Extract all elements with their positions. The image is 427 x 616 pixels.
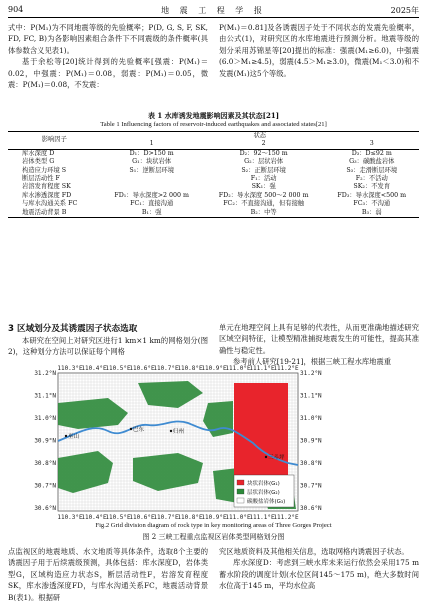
state-cell: FD₁：导水深度>2 000 m	[114, 191, 190, 199]
reservoir-depth-text: 库水深度D：考虑到三峡水库未来运行依然会采用175 m蓄水阶段的调度计划(水位区间145～175 m)，绝大多数时间水位高于145 m，平均水位高	[219, 558, 419, 591]
table-row	[8, 149, 419, 158]
legend-swatch	[237, 498, 244, 503]
top-tick-label: 110.7°E	[153, 365, 179, 372]
right-column-top	[219, 22, 419, 79]
left-tick-label: 30.6°N	[34, 505, 56, 513]
factor-name: 与库水沟通关系 FC	[22, 200, 78, 208]
left-column-mid	[8, 335, 208, 358]
section-title: 3 区域划分及其诱震因子状态选取	[8, 324, 138, 334]
legend-label: 块状岩体(G₁)	[247, 481, 280, 487]
state-cell: D₁：D>150 m	[129, 149, 174, 157]
factor-name: 库水深度 D	[22, 149, 55, 157]
left-column-bottom	[8, 546, 208, 603]
bottom-tick-label: 111.1°E	[249, 514, 275, 521]
right-column-mid	[219, 322, 419, 368]
right-tick-label: 31.0°N	[300, 415, 322, 423]
table-row	[8, 209, 419, 218]
legend-label: 层状岩体(G₂)	[247, 490, 280, 496]
factor-state-text: 究区地质资料及其他相关信息，选取网格内诱震因子状态。	[219, 547, 409, 556]
bottom-tick-label: 110.8°E	[177, 514, 203, 521]
state-cell: S₂：正断层环境	[241, 166, 286, 174]
place-label: 三斗坪	[268, 455, 285, 461]
state-cell: S₃：走滑断层环境	[346, 166, 398, 174]
state-cell: FD₂：导水深度 500～2 000 m	[218, 191, 309, 199]
page-header	[8, 5, 419, 18]
table-head-state-3: 3	[325, 140, 419, 149]
bottom-tick-label: 111.2°E	[273, 514, 299, 521]
legend-label: 碳酸盐岩体(G₃)	[247, 499, 286, 505]
top-tick-label: 110.3°E	[57, 365, 83, 372]
state-cell: B₃：弱	[325, 209, 419, 218]
reference-text: 参考前人研究[19-21]，根据三峡工程水库地震重	[233, 357, 392, 367]
bottom-tick-label: 110.3°E	[57, 514, 83, 521]
right-tick-label: 30.7°N	[300, 482, 322, 490]
bottom-tick-label: 111.0°E	[225, 514, 251, 521]
page-number: 904	[8, 5, 24, 14]
left-tick-label: 30.8°N	[34, 460, 56, 468]
place-label: 巫山	[68, 434, 80, 440]
bottom-tick-label: 110.4°E	[81, 514, 107, 521]
state-cell: B₁：强	[101, 209, 203, 218]
left-tick-label: 30.9°N	[34, 437, 56, 445]
factor-name: 库水渗透深度 FD	[22, 191, 72, 199]
factor-name: 地震活动背景 B	[8, 209, 101, 218]
top-tick-label: 110.9°E	[201, 365, 227, 372]
table-head-state: 状态	[101, 132, 419, 141]
table-row	[8, 183, 419, 191]
table-head-state-1: 1	[101, 140, 203, 149]
right-tick-label: 31.2°N	[300, 370, 322, 377]
left-tick-label: 31.0°N	[34, 415, 56, 423]
top-tick-label: 111.2°E	[273, 365, 299, 372]
table-row	[8, 158, 419, 166]
issue-year: 2025年	[390, 6, 419, 15]
state-cell: FC₁：直接沟通	[130, 200, 174, 208]
place-marker	[130, 428, 132, 430]
top-tick-label: 111.1°E	[249, 365, 275, 372]
state-cell	[101, 183, 203, 191]
state-cell: FC₃：不沟通	[353, 200, 391, 208]
state-cell: G₂：层状岩体	[244, 158, 284, 166]
figure-caption-en: Fig.2 Grid division diagram of rock type in key monitoring areas of Three Gorges Project	[95, 522, 332, 529]
table-caption-en: Table 1 Influencing factors of reservoir-induced earthquakes and associated states[21]	[100, 121, 327, 128]
right-column-bottom	[219, 546, 419, 592]
table-row	[8, 200, 419, 208]
table-head-state-2: 2	[203, 140, 325, 149]
state-cell: F₂：不活动	[355, 175, 388, 183]
top-tick-label: 110.4°E	[81, 365, 107, 372]
factor-name: 断层活动性 F	[22, 175, 60, 183]
left-tick-label: 31.2°N	[34, 370, 56, 377]
left-tick-label: 31.1°N	[34, 392, 56, 400]
table-caption-cn: 表 1 水库诱发地震影响因素及其状态[21]	[147, 111, 280, 120]
table-head-factor: 影响因子	[8, 132, 101, 150]
place-label: 归州	[173, 429, 185, 435]
rock-type-grid-map	[34, 363, 322, 521]
journal-name: 地 震 工 程 学 报	[161, 6, 266, 15]
table-row	[8, 192, 419, 200]
state-cell: D₃：D≤92 m	[351, 149, 392, 157]
left-tick-label: 30.7°N	[34, 482, 56, 490]
bottom-tick-label: 110.5°E	[105, 514, 131, 521]
state-cell: D₂：92～150 m	[239, 149, 288, 157]
bottom-tick-label: 110.6°E	[129, 514, 155, 521]
map-legend	[234, 475, 294, 507]
state-cell	[101, 175, 203, 183]
place-marker	[265, 456, 267, 458]
prior-probability-text: 基于余松等[20]统计得到的先验概率[强震：P(M₁)＝0.02，中强震：P(M₁)＝0.08，弱震：P(M₁)＝0.05，微震：P(M₁)＝0.08，不发震：	[8, 57, 208, 90]
left-column-top	[8, 22, 208, 90]
factor-table	[8, 131, 419, 218]
bottom-tick-label: 110.7°E	[153, 514, 179, 521]
state-cell: G₁：块状岩体	[132, 158, 172, 166]
state-cell: S₁：逆断层环境	[129, 166, 174, 174]
bottom-tick-label: 110.9°E	[201, 514, 227, 521]
map-svg	[34, 363, 322, 521]
formula-explanation: 式中：P(M₁)为不同地震等级的先验概率；P(D, G, S, F, SK, FD, FC, B)为各影响因素组合条件下不同震级的条件概率(具体参数含义见表1)。	[8, 23, 208, 55]
right-tick-label: 30.6°N	[300, 505, 322, 513]
grid-representativeness-text: 单元在地理空间上具有足够的代表性，从而更准确地描述研究区域空间特征，让模型精准捕捉地震发生的可能性，提高其准确性与稳定性。	[219, 323, 419, 355]
factor-name: 岩体类型 G	[22, 158, 55, 166]
right-tick-label: 31.1°N	[300, 392, 322, 400]
table-row	[8, 167, 419, 175]
top-tick-label: 110.6°E	[129, 365, 155, 372]
right-tick-label: 30.8°N	[300, 460, 322, 468]
state-cell: FC₂：不直接沟通，但有接触	[223, 200, 305, 208]
factor-name: 岩溶发育程度 SK	[22, 183, 71, 191]
factor-selection-text: 点监视区的地震地质、水文地质等具体条件，选取8个主要的诱震因子用于后续震级预测，具体包括：库水深度D，岩体类型G，区域构造应力状态S，断层活动性F，岩溶发育程度SK，库水渗透深度FD，与库水沟通关系FC，地震活动背景B(表1)。根据研	[8, 547, 208, 602]
state-cell: F₁：活动	[250, 175, 277, 183]
legend-swatch	[237, 480, 244, 485]
top-tick-label: 110.8°E	[177, 365, 203, 372]
top-tick-label: 111.0°E	[225, 365, 251, 372]
state-cell: FD₃：导水深度<500 m	[337, 191, 407, 199]
magnitude-levels-text: P(M₁)＝0.81]及各诱震因子处于不同状态的发震先验概率，由公式(1)，对研究区的水库地震进行预测分析。地震等级的划分采用苏锦星等[20]提出的标准：强震(M₁≥6.0)，中强震(6.0＞M₁≥4.5)，弱震(4.5＞M₁≥3.0)，微震(M₁＜3.0)和不发震(M₁)这5个等级。	[219, 23, 419, 78]
place-marker	[65, 435, 67, 437]
state-cell: B₂：中等	[203, 209, 325, 218]
state-cell: G₃：碳酸盐岩体	[349, 158, 395, 166]
grid-division-text: 本研究在空间上对研究区进行1 km×1 km的网格划分(图2)，这种划分方法可以保证每个网格	[8, 336, 208, 357]
factor-name: 构造应力环境 S	[22, 166, 67, 174]
place-label: 巴东	[133, 427, 145, 433]
top-tick-label: 110.5°E	[105, 365, 131, 372]
right-tick-label: 30.9°N	[300, 437, 322, 445]
state-cell: SK₂：不发育	[353, 183, 391, 191]
legend-swatch	[237, 489, 244, 494]
figure-caption-cn: 图 2 三峡工程重点监视区岩体类型网格划分图	[142, 533, 285, 541]
state-cell: SK₁：强	[251, 183, 276, 191]
place-marker	[170, 430, 172, 432]
